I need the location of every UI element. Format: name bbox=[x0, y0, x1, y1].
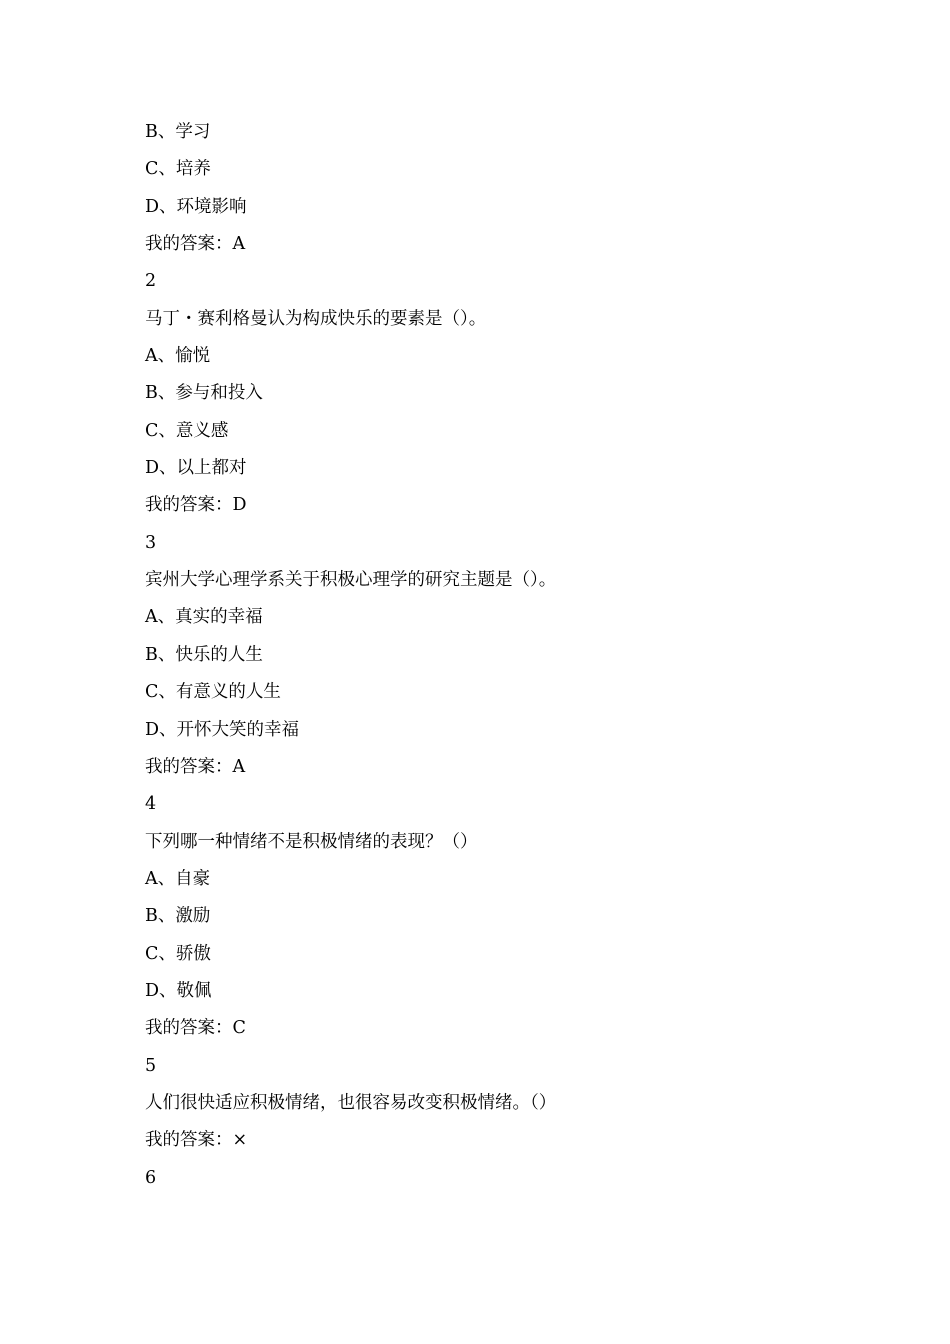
question-number: 5 bbox=[145, 1055, 157, 1076]
question-text: 宾州大学心理学系关于积极心理学的研究主题是（）。 bbox=[145, 570, 557, 591]
question-number: 6 bbox=[145, 1167, 157, 1188]
my-answer: 我的答案：A bbox=[145, 756, 246, 777]
option-a: A、真实的幸福 bbox=[145, 607, 263, 628]
question-text: 马丁・赛利格曼认为构成快乐的要素是（）。 bbox=[145, 308, 487, 329]
my-answer: 我的答案：C bbox=[145, 1018, 246, 1039]
question-text: 人们很快适应积极情绪，也很容易改变积极情绪。（） bbox=[145, 1092, 557, 1113]
option-b: B、学习 bbox=[145, 122, 211, 142]
option-c: C、培养 bbox=[145, 159, 211, 180]
my-answer: 我的答案：D bbox=[145, 495, 247, 516]
option-b: B、参与和投入 bbox=[145, 383, 263, 404]
option-d: D、以上都对 bbox=[145, 458, 247, 479]
document-body bbox=[145, 118, 905, 1201]
option-a: A、自豪 bbox=[145, 868, 211, 889]
question-number: 4 bbox=[145, 794, 157, 815]
option-b: B、快乐的人生 bbox=[145, 644, 263, 665]
option-c: C、骄傲 bbox=[145, 943, 211, 964]
option-d: D、环境影响 bbox=[145, 196, 247, 217]
question-number: 2 bbox=[145, 271, 157, 292]
option-d: D、敬佩 bbox=[145, 980, 212, 1001]
option-d: D、开怀大笑的幸福 bbox=[145, 719, 300, 740]
option-c: C、有意义的人生 bbox=[145, 682, 281, 703]
option-a: A、愉悦 bbox=[145, 346, 211, 367]
my-answer: 我的答案：A bbox=[145, 234, 246, 255]
question-text: 下列哪一种情绪不是积极情绪的表现？（） bbox=[145, 831, 478, 852]
option-c: C、意义感 bbox=[145, 420, 229, 441]
question-number: 3 bbox=[145, 532, 157, 553]
my-answer: 我的答案：× bbox=[145, 1130, 248, 1151]
option-b: B、激励 bbox=[145, 906, 211, 927]
